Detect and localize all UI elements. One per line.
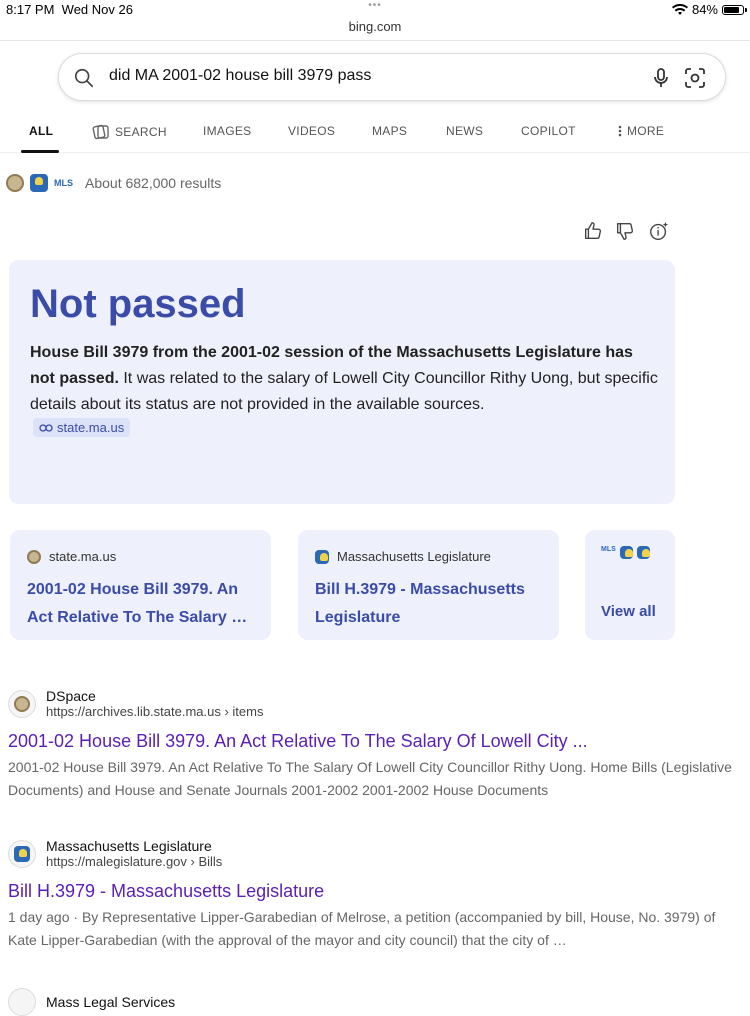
view-all-card[interactable] <box>585 530 675 640</box>
citation-chip[interactable]: state.ma.us <box>33 418 130 437</box>
result-title-link[interactable]: 2001-02 House Bill 3979. An Act Relative To The Salary Of Lowell City ... <box>8 731 588 751</box>
visual-search-icon[interactable] <box>683 66 707 90</box>
result-source[interactable] <box>8 688 738 719</box>
search-result <box>8 688 738 802</box>
source-card-header: state.ma.us <box>27 549 116 564</box>
source-icons <box>601 546 650 559</box>
info-sparkle-icon[interactable] <box>648 220 670 242</box>
tab-images[interactable]: IMAGES <box>203 124 252 138</box>
wifi-icon <box>672 4 688 16</box>
result-url: https://malegislature.gov › Bills <box>46 854 223 869</box>
active-tab-indicator <box>21 150 59 153</box>
toolbar-divider <box>0 40 750 41</box>
address-bar[interactable]: bing.com <box>348 19 402 34</box>
tab-search[interactable]: SEARCH <box>92 124 167 140</box>
tab-all[interactable]: ALL <box>29 124 54 138</box>
tab-overview-dots[interactable]: ••• <box>368 0 382 11</box>
results-meta <box>6 174 221 192</box>
answer-card <box>9 260 675 504</box>
dspace-favicon <box>8 690 36 718</box>
results-count: About 682,000 results <box>85 175 222 191</box>
battery-percent: 84% <box>691 2 718 17</box>
result-snippet: 1 day ago · By Representative Lipper-Garabedian of Melrose, a petition (accompanied by bill, House, No. 3979) of Kate Lipper-Garabedian (with the approval of the mayor and city council) that the city of … <box>8 909 716 948</box>
source-card-header: Massachusetts Legislature <box>315 549 491 564</box>
result-site-name: Massachusetts Legislature <box>46 838 212 854</box>
status-indicators <box>672 2 744 17</box>
ma-seal-icon <box>6 174 24 192</box>
thumbs-up-icon[interactable] <box>582 220 604 242</box>
answer-title: Not passed <box>30 282 246 326</box>
microphone-icon[interactable] <box>649 66 673 90</box>
source-card-state-ma[interactable] <box>10 530 271 640</box>
ma-seal-icon <box>27 550 41 564</box>
search-box[interactable] <box>58 53 726 101</box>
link-icon <box>39 423 53 433</box>
tab-videos[interactable]: VIDEOS <box>288 124 336 138</box>
tab-news[interactable]: NEWS <box>446 124 484 138</box>
tab-more[interactable]: MORE <box>618 124 664 138</box>
result-site-name: Mass Legal Services <box>46 994 176 1010</box>
battery-level <box>724 7 739 13</box>
vertical-dots-icon <box>618 125 622 137</box>
thumbs-down-icon[interactable] <box>614 220 636 242</box>
result-source[interactable] <box>8 988 738 1016</box>
mls-logo: MLS <box>601 546 616 553</box>
ma-legislature-icon <box>620 546 633 559</box>
ma-legislature-icon <box>30 174 48 192</box>
tab-copilot[interactable]: COPILOT <box>521 124 576 138</box>
search-icon[interactable] <box>73 67 95 89</box>
source-card-title[interactable]: Bill H.3979 - Massachusetts Legislature <box>315 581 525 626</box>
result-title-link[interactable]: Bill H.3979 - Massachusetts Legislature <box>8 881 325 901</box>
search-result <box>8 838 738 952</box>
view-all-link[interactable]: View all <box>601 603 656 620</box>
answer-bold-text: House Bill 3979 from the 2001-02 session of the Massachusetts Legislature has not passed. <box>30 344 633 387</box>
ma-legislature-icon <box>637 546 650 559</box>
result-snippet: 2001-02 House Bill 3979. An Act Relative To The Salary Of Lowell City Councillor Rithy Uong. Home Bills (Legislative Documents) and House and Senate Journals 2001-2002 2001-2002 House Documents <box>8 759 732 798</box>
source-card-malegislature[interactable] <box>298 530 559 640</box>
status-time: 8:17 PM Wed Nov 26 <box>6 2 133 17</box>
malegislature-favicon <box>8 840 36 868</box>
search-result <box>8 988 738 1016</box>
result-source[interactable] <box>8 838 738 869</box>
answer-text <box>30 340 660 418</box>
source-card-title[interactable]: 2001-02 House Bill 3979. An Act Relative To The Salary … <box>27 581 248 626</box>
ma-legislature-icon <box>315 550 329 564</box>
battery-icon <box>722 5 744 15</box>
answer-rest-text: It was related to the salary of Lowell City Councillor Rithy Uong, but specific details about its status are not provided in the available sources. <box>30 370 658 413</box>
tab-maps[interactable]: MAPS <box>372 124 408 138</box>
search-input[interactable]: did MA 2001-02 house bill 3979 pass <box>109 67 372 84</box>
result-site-name: DSpace <box>46 688 96 704</box>
result-url: https://archives.lib.state.ma.us › items <box>46 704 264 719</box>
copilot-search-icon <box>92 124 110 140</box>
mass-legal-favicon <box>8 988 36 1016</box>
mls-logo: MLS <box>54 178 73 188</box>
search-tabs <box>0 112 750 153</box>
